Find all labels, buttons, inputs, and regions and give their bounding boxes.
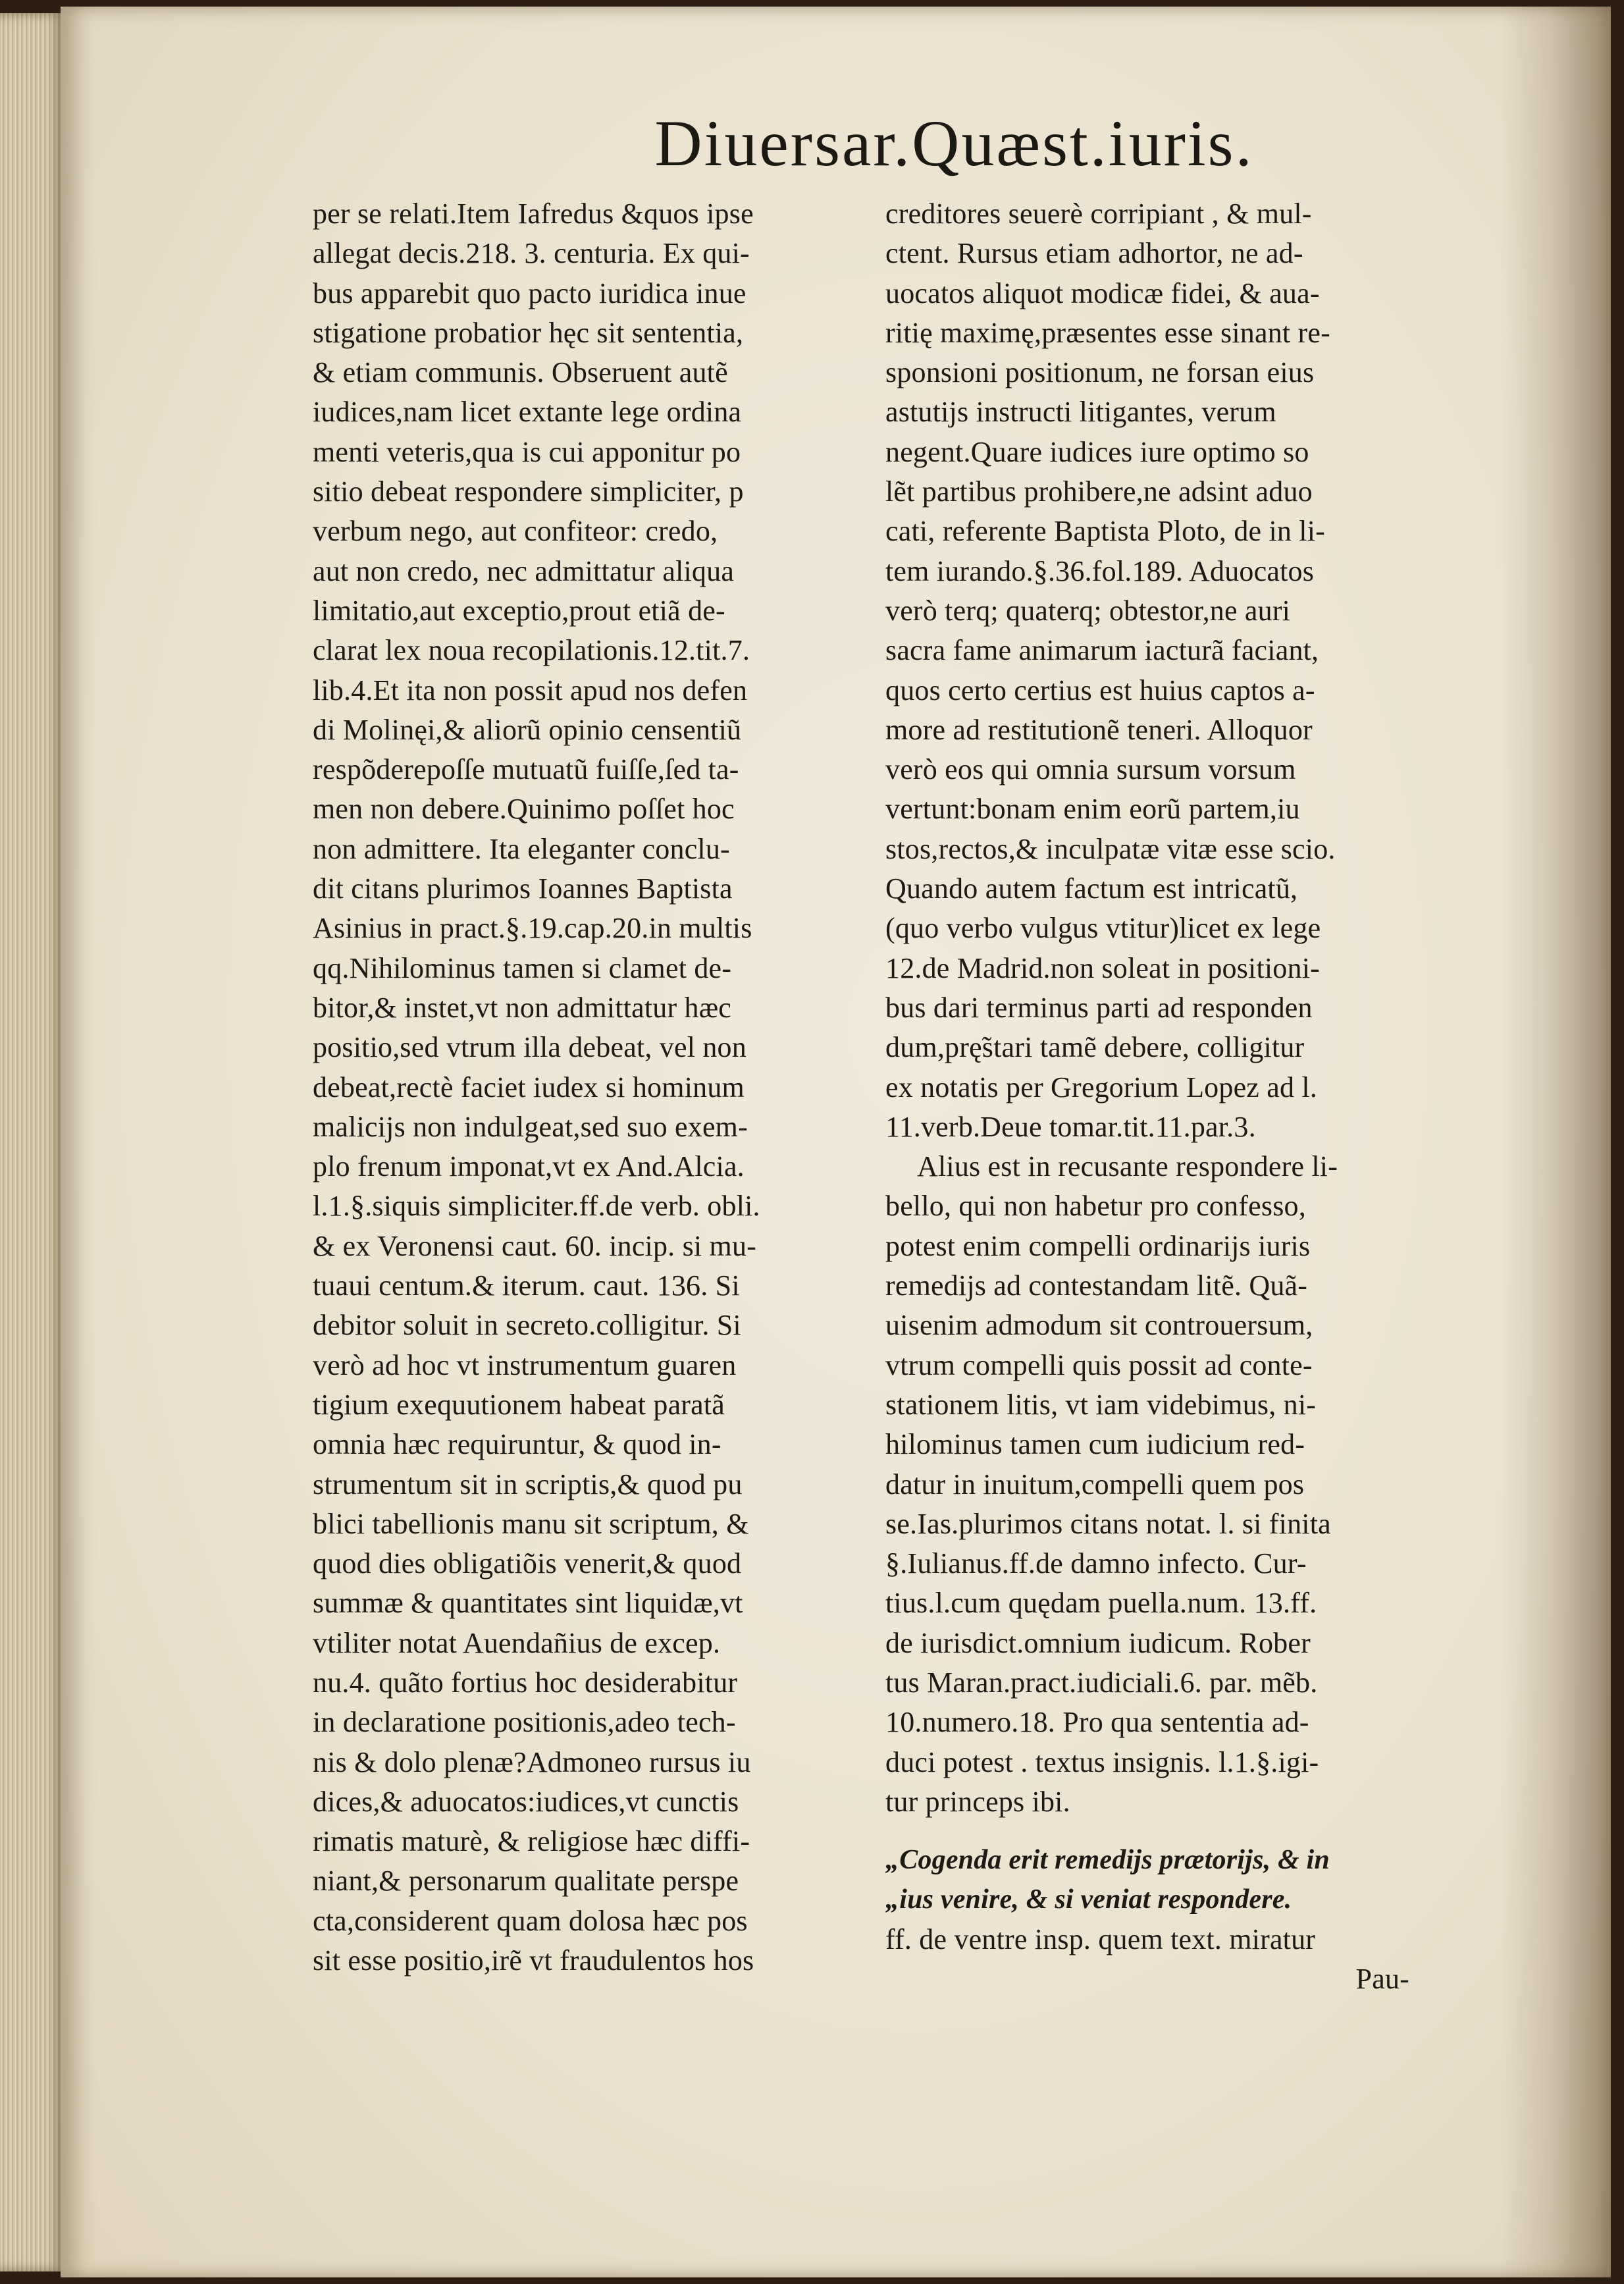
- left-column-line: cta,considerent quam dolosa hæc pos: [313, 1904, 748, 1937]
- right-column-line: vertunt:bonam enim eorũ partem,iu: [885, 793, 1300, 826]
- left-column: [313, 194, 839, 1980]
- left-column-line: strumentum sit in scriptis,& quod pu: [313, 1468, 743, 1501]
- left-column-line: omnia hæc requiruntur, & quod in-: [313, 1428, 721, 1461]
- left-column-line: sitio debeat respondere simpliciter, p: [313, 475, 744, 508]
- left-column-line: & etiam communis. Obseruent autẽ: [313, 356, 728, 389]
- left-column-line: stigatione probatior hęc sit sententia,: [313, 316, 744, 349]
- right-column-line: cati, referente Baptista Ploto, de in li-: [885, 515, 1325, 548]
- gutter-shadow: [1499, 7, 1611, 2277]
- right-column-line: sacra fame animarum iacturã faciant,: [885, 634, 1319, 667]
- right-column-line: tus Maran.pract.iudiciali.6. par. mẽb.: [885, 1666, 1318, 1699]
- right-column-line: tem iurando.§.36.fol.189. Aduocatos: [885, 554, 1315, 587]
- right-column-line: 11.verb.Deue tomar.tit.11.par.3.: [885, 1110, 1256, 1143]
- quotation-line: „Cogenda erit remedijs prætorijs, & in: [885, 1845, 1330, 1876]
- left-column-line: debeat,rectè faciet iudex si hominum: [313, 1071, 745, 1103]
- page: [61, 7, 1611, 2277]
- left-column-line: sit esse positio,irẽ vt fraudulentos hos: [313, 1944, 754, 1977]
- left-column-line: tuaui centum.& iterum. caut. 136. Si: [313, 1269, 740, 1302]
- left-column-line: nis & dolo plenæ?Admoneo rursus iu: [313, 1745, 751, 1778]
- right-column-line: §.Iulianus.ff.de damno infecto. Cur-: [885, 1547, 1307, 1580]
- left-column-line: malicijs non indulgeat,sed suo exem-: [313, 1110, 748, 1143]
- right-column-line: bello, qui non habetur pro confesso,: [885, 1190, 1306, 1223]
- right-column-line: hilominus tamen cum iudicium red-: [885, 1428, 1305, 1461]
- left-column-line: niant,& personarum qualitate perspe: [313, 1865, 739, 1898]
- left-column-line: lib.4.Et ita non possit apud nos defen: [313, 674, 748, 706]
- right-column-line: remedijs ad contestandam litẽ. Quã-: [885, 1269, 1308, 1302]
- right-column-line: stos,rectos,& inculpatæ vitæ esse scio.: [885, 832, 1336, 865]
- left-column-line: menti veteris,qua is cui apponitur po: [313, 435, 741, 468]
- right-column-line: more ad restitutionẽ teneri. Alloquor: [885, 713, 1313, 746]
- right-column-line: ex notatis per Gregorium Lopez ad l.: [885, 1071, 1317, 1103]
- right-column-line: 12.de Madrid.non soleat in positioni-: [885, 951, 1320, 984]
- left-column-line: verbum nego, aut confiteor: credo,: [313, 515, 718, 548]
- right-column-line: stationem litis, vt iam videbimus, ni-: [885, 1388, 1317, 1421]
- right-column-line: datur in inuitum,compelli quem pos: [885, 1468, 1305, 1501]
- left-column-line: per se relati.Item Iafredus &quos ipse: [313, 198, 754, 230]
- right-column-line: uisenim admodum sit controuersum,: [885, 1309, 1313, 1342]
- right-column-line: sponsioni positionum, ne forsan eius: [885, 356, 1315, 389]
- right-column-line: Alius est in recusante respondere li-: [917, 1150, 1338, 1183]
- right-column-line: tius.l.cum quędam puella.num. 13.ff.: [885, 1587, 1317, 1620]
- quotation-line: „ius venire, & si veniat respondere.: [885, 1884, 1292, 1915]
- right-column-line: duci potest . textus insignis. l.1.§.igi-: [885, 1745, 1319, 1778]
- right-column-line: lẽt partibus prohibere,ne adsint aduo: [885, 475, 1313, 508]
- right-column-line: se.Ias.plurimos citans notat. l. si finita: [885, 1507, 1331, 1540]
- left-column-line: allegat decis.218. 3. centuria. Ex qui-: [313, 237, 750, 270]
- left-column-line: di Molinęi,& aliorũ opinio censentiũ: [313, 713, 742, 746]
- left-column-line: plo frenum imponat,vt ex And.Alcia.: [313, 1150, 745, 1183]
- left-column-line: vtiliter notat Auendañius de excep.: [313, 1626, 721, 1659]
- right-column-line: dum,prę̃stari tamẽ debere, colligitur: [885, 1031, 1305, 1064]
- left-column-line: l.1.§.siquis simpliciter.ff.de verb. obli.: [313, 1190, 760, 1223]
- right-column-body: [885, 194, 1412, 1822]
- left-column-line: tigium exequutionem habeat paratã: [313, 1388, 725, 1421]
- left-column-line: debitor soluit in secreto.colligitur. Si: [313, 1309, 741, 1342]
- right-column-line: bus dari terminus parti ad responden: [885, 991, 1313, 1024]
- left-column-line: limitatio,aut exceptio,prout etiã de-: [313, 594, 725, 627]
- right-column-line: (quo verbo vulgus vtitur)licet ex lege: [885, 912, 1321, 945]
- left-column-line: dit citans plurimos Ioannes Baptista: [313, 872, 733, 905]
- left-column-line: non admittere. Ita eleganter conclu-: [313, 832, 730, 865]
- closing-line: ff. de ventre insp. quem text. miratur: [885, 1923, 1316, 1955]
- left-column-line: men non debere.Quinimo poſſet hoc: [313, 793, 735, 826]
- running-head: Diuersar.Quæst.iuris.: [654, 107, 1254, 180]
- left-column-line: rimatis maturè, & religiose hæc diffi-: [313, 1825, 750, 1858]
- catchword: Pau-: [1355, 1963, 1409, 1996]
- right-column-line: uocatos aliquot modicæ fidei, & aua-: [885, 277, 1320, 309]
- right-column-line: creditores seuerè corripiant , & mul-: [885, 198, 1312, 230]
- right-column-line: ritię maximę,præsentes esse sinant re-: [885, 316, 1330, 349]
- quotation-block: [885, 1840, 1412, 1920]
- right-column-line: negent.Quare iudices iure optimo so: [885, 435, 1309, 468]
- left-column-line: respõderepoſſe mutuatũ fuiſſe,ſed ta-: [313, 753, 739, 786]
- right-column-line: ctent. Rursus etiam adhortor, ne ad-: [885, 237, 1303, 270]
- right-column-line: de iurisdict.omnium iudicum. Rober: [885, 1626, 1311, 1659]
- page-edges: [0, 13, 66, 2271]
- left-column-line: & ex Veronensi caut. 60. incip. si mu-: [313, 1229, 757, 1262]
- left-column-line: iudices,nam licet extante lege ordina: [313, 396, 742, 429]
- left-column-line: bus apparebit quo pacto iuridica inue: [313, 277, 747, 309]
- right-column-line: astutijs instructi litigantes, verum: [885, 396, 1276, 429]
- left-column-line: bitor,& instet,vt non admittatur hæc: [313, 991, 732, 1024]
- left-column-line: dices,& aduocatos:iudices,vt cunctis: [313, 1785, 739, 1818]
- right-column-line: Quando autem factum est intricatũ,: [885, 872, 1298, 905]
- right-column-line: verò terq; quaterq; obtestor,ne auri: [885, 594, 1291, 627]
- left-column-line: nu.4. quãto fortius hoc desiderabitur: [313, 1666, 738, 1699]
- left-column-line: clarat lex noua recopilationis.12.tit.7.: [313, 634, 750, 667]
- left-column-line: qq.Nihilominus tamen si clamet de-: [313, 951, 732, 984]
- right-column-line: verò eos qui omnia sursum vorsum: [885, 753, 1296, 786]
- right-column-line: quos certo certius est huius captos a-: [885, 674, 1315, 706]
- right-column-line: potest enim compelli ordinarijs iuris: [885, 1229, 1311, 1262]
- right-column: [885, 194, 1412, 1999]
- left-column-line: aut non credo, nec admittatur aliqua: [313, 554, 735, 587]
- right-column-line: 10.numero.18. Pro qua sententia ad-: [885, 1706, 1309, 1739]
- left-column-line: Asinius in pract.§.19.cap.20.in multis: [313, 912, 752, 945]
- left-column-line: positio,sed vtrum illa debeat, vel non: [313, 1031, 747, 1064]
- left-column-line: verò ad hoc vt instrumentum guaren: [313, 1348, 737, 1381]
- left-column-line: in declaratione positionis,adeo tech-: [313, 1706, 736, 1739]
- left-column-line: quod dies obligatiõis venerit,& quod: [313, 1547, 742, 1580]
- paragraph-gap: [885, 1822, 1412, 1840]
- right-column-line: tur princeps ibi.: [885, 1785, 1070, 1818]
- left-column-line: blici tabellionis manu sit scriptum, &: [313, 1507, 749, 1540]
- right-column-line: vtrum compelli quis possit ad conte-: [885, 1348, 1313, 1381]
- left-column-line: summæ & quantitates sint liquidæ,vt: [313, 1587, 743, 1620]
